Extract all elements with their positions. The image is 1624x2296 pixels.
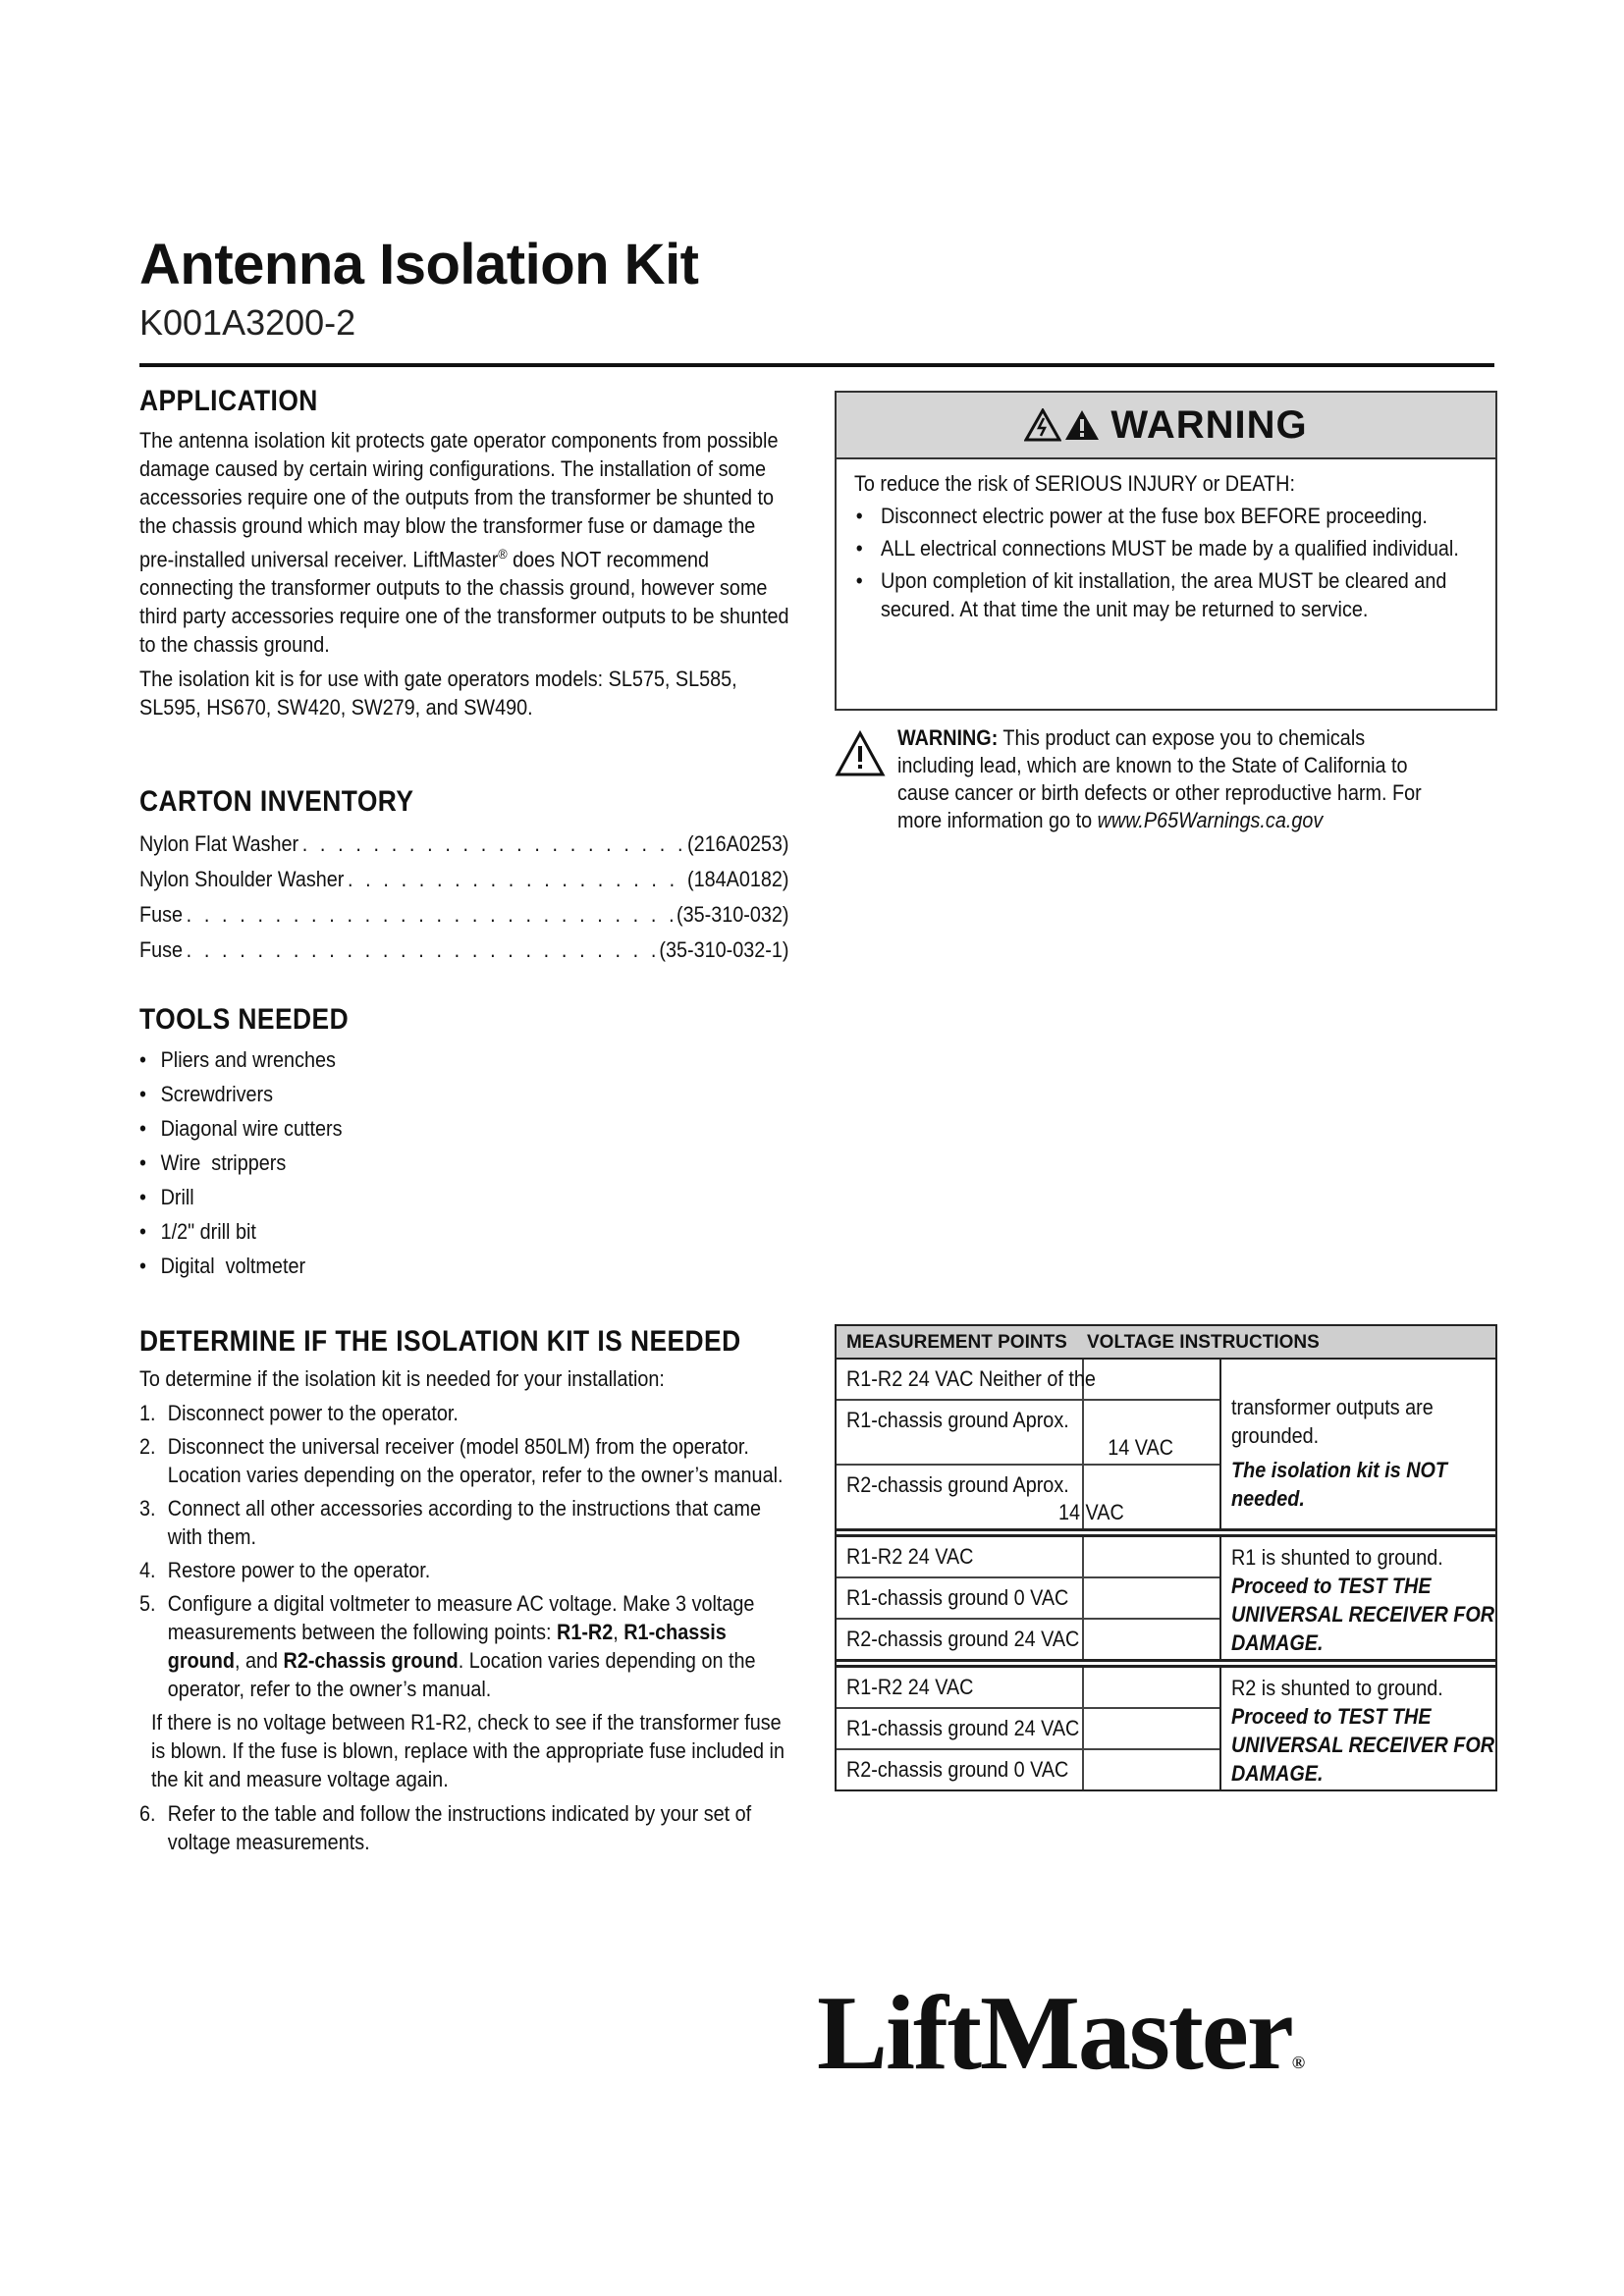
determine-section [139, 1325, 807, 1861]
instruction-action: Proceed to TEST THE UNIVERSAL RECEIVER FOR DAMAGE. [1231, 1704, 1495, 1786]
table-row [837, 1709, 1219, 1750]
warning-title: WARNING [1110, 402, 1308, 447]
step-number: 4. [139, 1558, 156, 1582]
fuse-note: If there is no voltage between R1-R2, check to see if the transformer fuse is blown. If the fuse is blown, replace with the appropriate fuse included in the kit and measure voltage again. [151, 1710, 785, 1791]
application-p1-a: The antenna isolation kit protects gate operator components from possible damage caused by certain wiring configurations. The installation of some accessories require one of the outputs from the transformer be shunted to the chassis ground which may blow the transformer fuse or damage the pre-installed universal receiver. LiftMaster [139, 428, 779, 572]
electric-shock-warning-icon [1024, 408, 1061, 442]
column-header: MEASUREMENT POINTS [846, 1332, 1067, 1353]
table-row [837, 1620, 1219, 1659]
table-cell-value: 14 VAC [1108, 1435, 1173, 1460]
application-paragraph-1 [139, 426, 789, 659]
inventory-item-name: Nylon Flat Washer [139, 831, 299, 856]
table-cell: R1-chassis ground 24 VAC [846, 1716, 1080, 1740]
prop65-body: This product can expose you to chemicals including lead, which are known to the State of California to cause cancer or birth defects or other reproductive harm. For more information go to [897, 725, 1422, 832]
table-row [837, 1466, 1219, 1528]
warning-body [837, 459, 1495, 633]
table-group [837, 1528, 1495, 1659]
table-cell: R2-chassis ground 24 VAC [846, 1627, 1080, 1651]
instruction-action: The isolation kit is NOT needed. [1231, 1458, 1448, 1511]
step-item [139, 1399, 789, 1427]
tool-name: Drill [160, 1185, 194, 1209]
application-section [139, 385, 807, 727]
warning-item-text: Disconnect electric power at the fuse box BEFORE proceeding. [881, 504, 1428, 528]
step-bold-term: R1-chassis ground [167, 1620, 727, 1673]
instruction-cell [1219, 1360, 1495, 1528]
instruction-text: R2 is shunted to ground. [1231, 1676, 1443, 1700]
table-header [837, 1326, 1495, 1360]
table-cell: R1-chassis ground 0 VAC [846, 1585, 1069, 1610]
bullet: • [855, 504, 863, 528]
table-cell-value: 14 VAC [1058, 1500, 1124, 1524]
step-number: 6. [139, 1801, 156, 1826]
carton-inventory-heading: CARTON INVENTORY [139, 785, 414, 818]
bullet: • [139, 1150, 146, 1175]
warning-box [835, 391, 1497, 711]
step-text-part: . Location varies depending on the operator, refer to the owner’s manual. [167, 1648, 756, 1701]
column-header: VOLTAGE INSTRUCTIONS [1087, 1332, 1320, 1353]
table-group [837, 1659, 1495, 1789]
step-text: Connect all other accessories according to the instructions that came with them. [167, 1496, 762, 1549]
inventory-item [139, 897, 789, 933]
warning-item [854, 534, 1478, 562]
step-number: 1. [139, 1401, 156, 1425]
tool-name: Screwdrivers [160, 1082, 274, 1106]
step-text: Disconnect power to the operator. [167, 1401, 459, 1425]
table-cell: R1-R2 24 VAC [846, 1675, 974, 1699]
caution-triangle-icon [835, 730, 886, 777]
inventory-item [139, 933, 789, 968]
table-row [837, 1578, 1219, 1620]
step-item [139, 1799, 789, 1856]
warning-item-text: ALL electrical connections MUST be made by a qualified individual. [881, 536, 1459, 561]
table-row [837, 1537, 1219, 1578]
instruction-text: R1 is shunted to ground. [1231, 1545, 1443, 1570]
measurement-cells [837, 1360, 1219, 1528]
step-text-part: , and [234, 1648, 284, 1673]
list-item [139, 1111, 740, 1146]
step-text-part: Configure a digital voltmeter to measure AC voltage. Make 3 voltage measurements between the following points: [167, 1591, 755, 1644]
step-bold-term: R1-R2 [557, 1620, 614, 1644]
list-item [139, 1146, 740, 1180]
warning-intro: To reduce the risk of SERIOUS INJURY or DEATH: [854, 471, 1295, 496]
bullet: • [855, 568, 863, 593]
bullet: • [139, 1254, 146, 1278]
inventory-item [139, 862, 789, 897]
prop65-text [897, 724, 1441, 834]
warning-header [837, 393, 1495, 459]
leader-dots [187, 897, 674, 933]
inventory-item-code: (35-310-032) [677, 902, 789, 927]
logo-text: LiftMaster [817, 1975, 1292, 2092]
tool-name: Wire strippers [160, 1150, 287, 1175]
voltage-table [835, 1324, 1497, 1791]
alert-triangle-icon [1063, 408, 1101, 442]
table-row [837, 1360, 1219, 1401]
tools-needed-section [139, 1003, 807, 1283]
step-text: Refer to the table and follow the instructions indicated by your set of voltage measurements. [167, 1801, 752, 1854]
table-cell: R1-R2 24 VAC [846, 1544, 974, 1569]
warning-item [854, 566, 1478, 623]
inventory-item-name: Fuse [139, 937, 184, 962]
prop65-label: WARNING: [897, 725, 999, 750]
table-cell: R1-chassis ground Aprox. [846, 1408, 1069, 1432]
bullet: • [855, 536, 863, 561]
table-row [837, 1668, 1219, 1709]
list-item [139, 1180, 740, 1214]
application-paragraph-2: The isolation kit is for use with gate operators models: SL575, SL585, SL595, HS670, SW420, SW279, and SW490. [139, 667, 737, 721]
application-text [139, 426, 789, 721]
inventory-item-name: Nylon Shoulder Washer [139, 867, 345, 891]
inventory-item-code: (184A0182) [687, 867, 789, 891]
step-number: 5. [139, 1591, 156, 1616]
tools-needed-heading: TOOLS NEEDED [139, 1003, 350, 1036]
table-group [837, 1360, 1495, 1528]
prop65-link[interactable]: www.P65Warnings.ca.gov [1097, 808, 1324, 832]
instruction-cell [1219, 1537, 1495, 1659]
step-item [139, 1556, 789, 1584]
tool-name: Pliers and wrenches [160, 1047, 336, 1072]
leader-dots [187, 933, 656, 968]
document-title: Antenna Isolation Kit [139, 233, 699, 296]
table-cell: R1-R2 24 VAC Neither of the [846, 1366, 1096, 1391]
step-text: Disconnect the universal receiver (model 850LM) from the operator. Location varies depending on the operator, refer to the owner’s manual. [167, 1434, 784, 1487]
measurement-cells [837, 1537, 1219, 1659]
step-bold-term: R2-chassis ground [283, 1648, 459, 1673]
step-text [168, 1589, 789, 1703]
bullet: • [139, 1116, 146, 1141]
determine-intro: To determine if the isolation kit is needed for your installation: [139, 1366, 665, 1391]
registered-mark: ® [498, 546, 508, 561]
application-p1-b: does NOT recommend connecting the transformer outputs to the chassis ground, however some third party accessories require one of the transformer outputs to be shunted to the chassis ground. [139, 547, 789, 658]
inventory-item-code: (35-310-032-1) [659, 937, 789, 962]
table-row [837, 1750, 1219, 1789]
tool-name: Digital voltmeter [160, 1254, 306, 1278]
step-number: 2. [139, 1434, 156, 1459]
tool-name: Diagonal wire cutters [160, 1116, 343, 1141]
table-row [837, 1401, 1219, 1466]
bullet: • [139, 1082, 146, 1106]
leader-dots [348, 862, 683, 897]
title-divider [139, 363, 1494, 367]
list-item [139, 1042, 740, 1077]
table-cell: R2-chassis ground 0 VAC [846, 1757, 1069, 1782]
determine-heading: DETERMINE IF THE ISOLATION KIT IS NEEDED [139, 1325, 741, 1358]
bullet: • [139, 1219, 146, 1244]
inventory-item-code: (216A0253) [687, 831, 789, 856]
instruction-cell [1219, 1668, 1495, 1789]
registered-mark: ® [1291, 2053, 1304, 2072]
tool-name: 1/2" drill bit [160, 1219, 256, 1244]
warning-item [854, 502, 1478, 530]
application-heading: APPLICATION [139, 385, 318, 417]
step-text: Restore power to the operator. [167, 1558, 431, 1582]
list-item [139, 1249, 740, 1283]
step-item [139, 1432, 789, 1489]
model-number: K001A3200-2 [139, 302, 356, 343]
warning-icons [1024, 408, 1101, 442]
step-number: 3. [139, 1496, 156, 1521]
step-item [139, 1589, 789, 1703]
bullet: • [139, 1047, 146, 1072]
step-item [139, 1494, 789, 1551]
table-cell: R2-chassis ground Aprox. [846, 1472, 1069, 1497]
prop65-warning [835, 724, 1502, 834]
instruction-action: Proceed to TEST THE UNIVERSAL RECEIVER FOR DAMAGE. [1231, 1574, 1495, 1655]
list-item [139, 1077, 740, 1111]
list-item [139, 1214, 740, 1249]
step-text-part: , [613, 1620, 624, 1644]
inventory-item-name: Fuse [139, 902, 184, 927]
carton-inventory-section [139, 785, 807, 968]
warning-item-text: Upon completion of kit installation, the area MUST be cleared and secured. At that time the unit may be returned to service. [881, 568, 1447, 621]
liftmaster-logo [817, 1973, 1303, 2095]
leader-dots [302, 827, 684, 862]
measurement-cells [837, 1668, 1219, 1789]
inventory-item [139, 827, 789, 862]
bullet: • [139, 1185, 146, 1209]
instruction-text: transformer outputs are grounded. [1231, 1395, 1434, 1448]
